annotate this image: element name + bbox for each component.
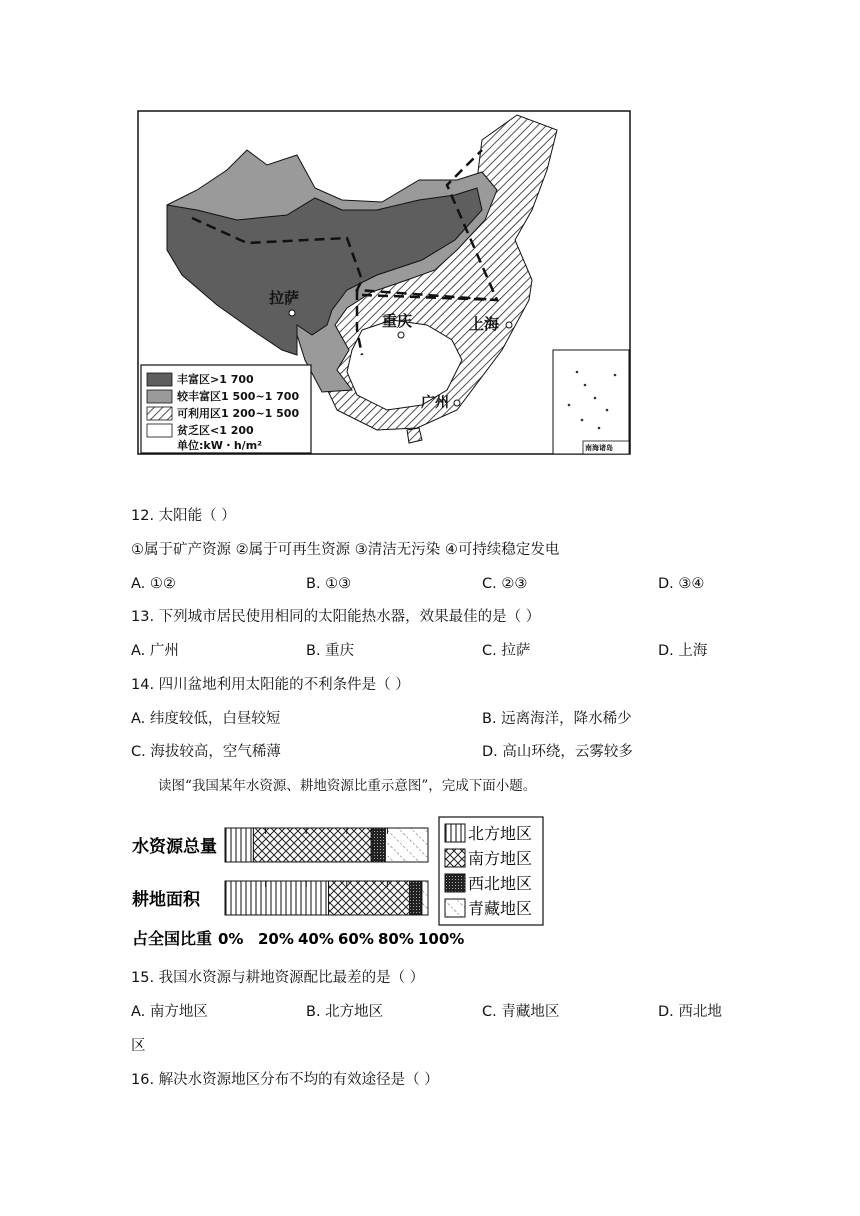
bar-1-3 — [422, 881, 428, 915]
x-tick-label-4: 80% — [378, 930, 414, 948]
q15-option-c[interactable]: C. 青藏地区 — [482, 1004, 560, 1020]
q12-statements: ①属于矿产资源 ②属于可再生资源 ③清洁无污染 ④可持续稳定发电 — [131, 542, 560, 558]
q12-stem: 12. 太阳能（ ） — [131, 508, 236, 524]
legend-unit: 单位:kW・h/m² — [177, 439, 262, 452]
x-tick-label-5: 100% — [418, 930, 465, 948]
resource-chart-svg — [130, 815, 545, 950]
q14-option-c[interactable]: C. 海拔较高，空气稀薄 — [131, 744, 281, 760]
legend-swatch-0 — [445, 824, 465, 842]
resource-chart — [130, 815, 545, 950]
q13-stem: 13. 下列城市居民使用相同的太阳能热水器，效果最佳的是（ ） — [131, 609, 541, 625]
bar-0-1 — [253, 828, 371, 862]
legend-swatch-2 — [445, 874, 465, 892]
q14-option-a[interactable]: A. 纬度较低，白昼较短 — [131, 711, 281, 727]
bar-0-2 — [371, 828, 385, 862]
legend-label-1: 南方地区 — [468, 849, 533, 868]
q15-option-d-wrap: 区 — [131, 1038, 146, 1054]
q14-option-b[interactable]: B. 远离海洋，降水稀少 — [482, 711, 632, 727]
x-axis-label: 占全国比重 — [132, 929, 213, 948]
x-tick-label-0: 0% — [218, 930, 244, 948]
q13-option-c[interactable]: C. 拉萨 — [482, 643, 531, 659]
legend-rich: 较丰富区1 500~1 700 — [177, 390, 300, 403]
q14-stem: 14. 四川盆地利用太阳能的不利条件是（ ） — [131, 677, 410, 693]
city-label-lhasa: 拉萨 — [269, 289, 300, 307]
category-label-1: 耕地面积 — [132, 890, 200, 910]
q16-stem: 16. 解决水资源地区分布不均的有效途径是（ ） — [131, 1072, 439, 1088]
bar-1-0 — [225, 881, 329, 915]
bar-0-3 — [385, 828, 428, 862]
legend-very-rich: 丰富区>1 700 — [177, 373, 254, 386]
q12-option-a[interactable]: A. ①② — [131, 576, 176, 592]
legend-label-2: 西北地区 — [468, 874, 533, 893]
x-tick-label-1: 20% — [258, 930, 294, 948]
q12-option-d[interactable]: D. ③④ — [658, 576, 705, 592]
q12-option-c[interactable]: C. ②③ — [482, 576, 528, 592]
bar-1-1 — [329, 881, 410, 915]
q13-option-b[interactable]: B. 重庆 — [306, 643, 355, 659]
q14-option-d[interactable]: D. 高山环绕，云雾较多 — [482, 744, 633, 760]
city-label-shanghai: 上海 — [469, 315, 500, 333]
legend-poor: 贫乏区<1 200 — [177, 424, 254, 437]
x-tick-label-2: 40% — [298, 930, 334, 948]
legend-label-3: 青藏地区 — [468, 899, 533, 918]
q13-option-d[interactable]: D. 上海 — [658, 643, 708, 659]
legend-usable: 可利用区1 200~1 500 — [177, 407, 300, 420]
legend-swatch-3 — [445, 899, 465, 917]
bar-0-0 — [225, 828, 253, 862]
legend-swatch-1 — [445, 849, 465, 867]
q15-stem: 15. 我国水资源与耕地资源配比最差的是（ ） — [131, 970, 425, 986]
chart-intro: 读图“我国某年水资源、耕地资源比重示意图”，完成下面小题。 — [158, 778, 537, 794]
inset-label: 南海诸岛 — [585, 444, 613, 452]
q12-option-b[interactable]: B. ①③ — [306, 576, 352, 592]
x-tick-label-3: 60% — [338, 930, 374, 948]
q13-option-a[interactable]: A. 广州 — [131, 643, 179, 659]
q15-option-a[interactable]: A. 南方地区 — [131, 1004, 208, 1020]
q15-option-d[interactable]: D. 西北地 — [658, 1004, 722, 1020]
category-label-0: 水资源总量 — [132, 837, 217, 857]
city-label-chongqing: 重庆 — [382, 312, 413, 330]
bar-1-2 — [410, 881, 422, 915]
q15-option-b[interactable]: B. 北方地区 — [306, 1004, 384, 1020]
city-label-guangzhou: 广州 — [421, 395, 449, 411]
legend-label-0: 北方地区 — [468, 824, 533, 843]
